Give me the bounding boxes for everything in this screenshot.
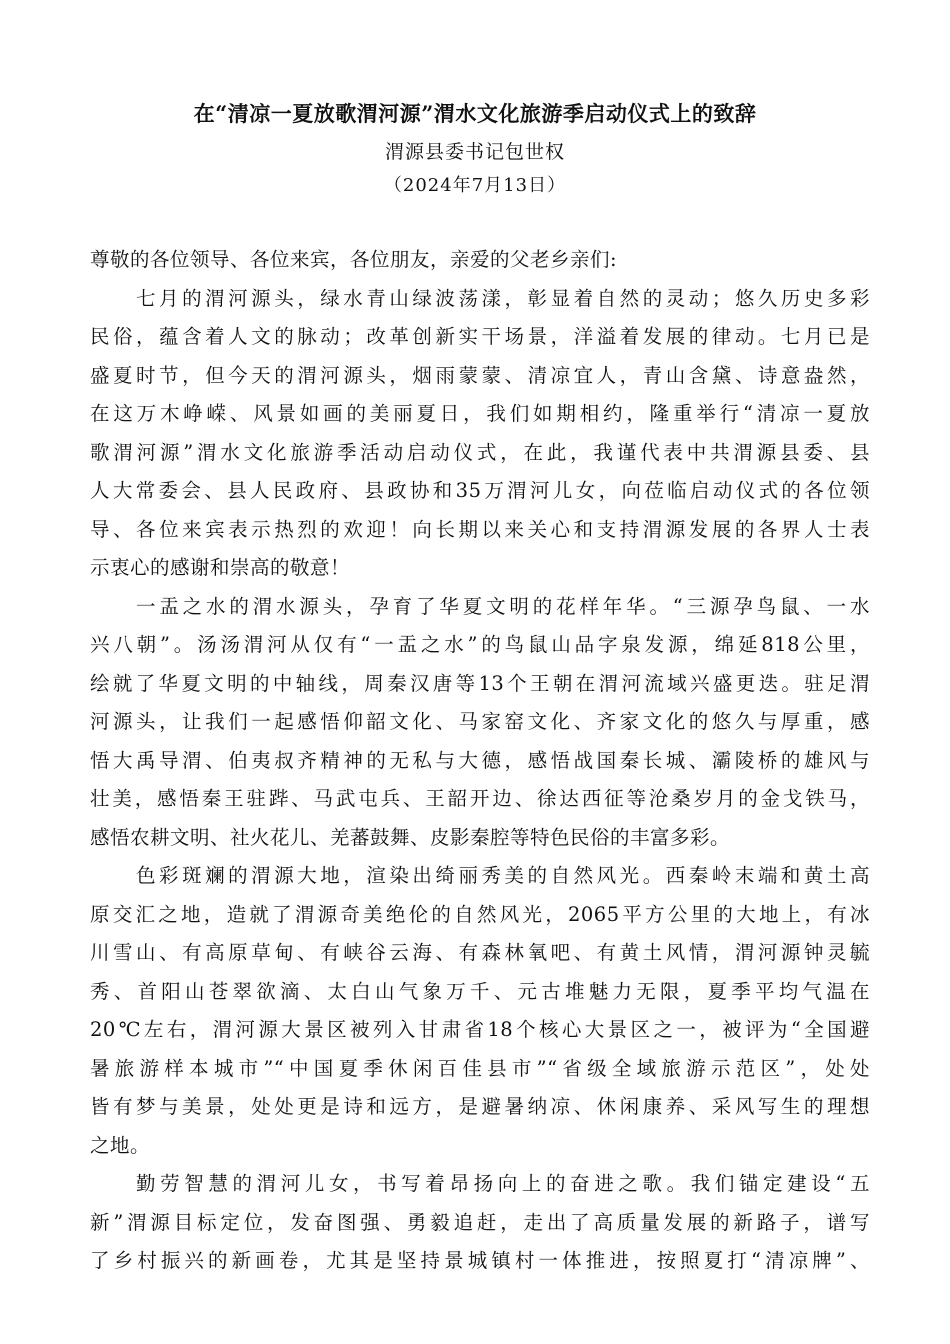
speech-body — [90, 241, 870, 1281]
body-text-line: 河源头，让我们一起感悟仰韶文化、马家窑文化、齐家文化的悠久与厚重，感 — [90, 710, 870, 733]
body-text-line: 皆有梦与美景，处处更是诗和远方，是避暑纳凉、休闲康养、采风写生的理想 — [90, 1095, 870, 1118]
body-text-line: 原交汇之地，造就了渭源奇美绝伦的自然风光，2065平方公里的大地上，有冰 — [90, 902, 870, 926]
body-text-line: 在这万木峥嵘、风景如画的美丽夏日，我们如期相约，隆重举行“清凉一夏放 — [90, 402, 870, 425]
body-text-line: 尊敬的各位领导、各位来宾，各位朋友，亲爱的父老乡亲们: — [90, 248, 618, 271]
body-text-line: 之地。 — [90, 1133, 151, 1157]
body-text-line: 暑旅游样本城市”“中国夏季休闲百佳县市”“省级全域旅游示范区”，处处 — [90, 1056, 870, 1080]
body-text-line: 勤劳智慧的渭河儿女，书写着昂扬向上的奋进之歌。我们锚定建设“五 — [136, 1172, 870, 1195]
body-text-line: 秀、首阳山苍翠欲滴、太白山气象万千、元古堆魅力无限，夏季平均气温在 — [90, 979, 870, 1003]
speaker-line: 渭源县委书记包世权 — [384, 141, 565, 163]
body-text-line: 兴八朝”。汤汤渭河从仅有“一盂之水”的鸟鼠山品字泉发源，绵延818公里， — [90, 633, 870, 656]
body-text-line: 歌渭河源”渭水文化旅游季活动启动仪式，在此，我谨代表中共渭源县委、县 — [90, 440, 870, 464]
body-text-line: 七月的渭河源头，绿水青山绿波荡漾，彰显着自然的灵动；悠久历史多彩 — [136, 286, 870, 310]
body-text-line: 一盂之水的渭水源头，孕育了华夏文明的花样年华。“三源孕鸟鼠、一水 — [136, 594, 870, 618]
body-text-line: 盛夏时节，但今天的渭河源头，烟雨蒙蒙、清凉宜人，青山含黛、诗意盎然， — [90, 363, 870, 387]
document-title: 在“清凉一夏放歌渭河源”渭水文化旅游季启动仪式上的致辞 — [193, 101, 757, 126]
body-text-line: 感悟农耕文明、社火花儿、羌蕃鼓舞、皮影秦腔等特色民俗的丰富多彩。 — [90, 825, 731, 849]
body-text-line: 壮美，感悟秦王驻跸、马武屯兵、王韶开边、徐达西征等沧桑岁月的金戈铁马， — [90, 787, 870, 810]
body-text-line: 导、各位来宾表示热烈的欢迎！向长期以来关心和支持渭源发展的各界人士表 — [90, 517, 870, 541]
body-text-line: 川雪山、有高原草甸、有峡谷云海、有森林氧吧、有黄土风情，渭河源钟灵毓 — [90, 941, 870, 964]
body-text-line: 色彩斑斓的渭源大地，渲染出绮丽秀美的自然风光。西秦岭末端和黄土高 — [136, 864, 870, 887]
body-text-line: 民俗，蕴含着人文的脉动；改革创新实干场景，洋溢着发展的律动。七月已是 — [90, 325, 870, 348]
body-text-line: 悟大禹导渭、伯夷叔齐精神的无私与大德，感悟战国秦长城、灞陵桥的雄风与 — [90, 748, 870, 772]
body-text-line: 了乡村振兴的新画卷，尤其是坚持景城镇村一体推进，按照夏打“清凉牌”、 — [90, 1249, 870, 1272]
speech-date: （2024年7月13日） — [383, 175, 567, 196]
body-text-line: 绘就了华夏文明的中轴线，周秦汉唐等13个王朝在渭河流域兴盛更迭。驻足渭 — [90, 671, 870, 695]
body-text-line: 示衷心的感谢和崇高的敬意！ — [90, 556, 351, 579]
body-text-line: 20℃左右，渭河源大景区被列入甘肃省18个核心大景区之一，被评为“全国避 — [90, 1018, 870, 1041]
body-text-line: 人大常委会、县人民政府、县政协和35万渭河儿女，向莅临启动仪式的各位领 — [90, 479, 870, 502]
body-text-line: 新”渭源目标定位，发奋图强、勇毅追赶，走出了高质量发展的新路子，谱写 — [90, 1210, 870, 1234]
